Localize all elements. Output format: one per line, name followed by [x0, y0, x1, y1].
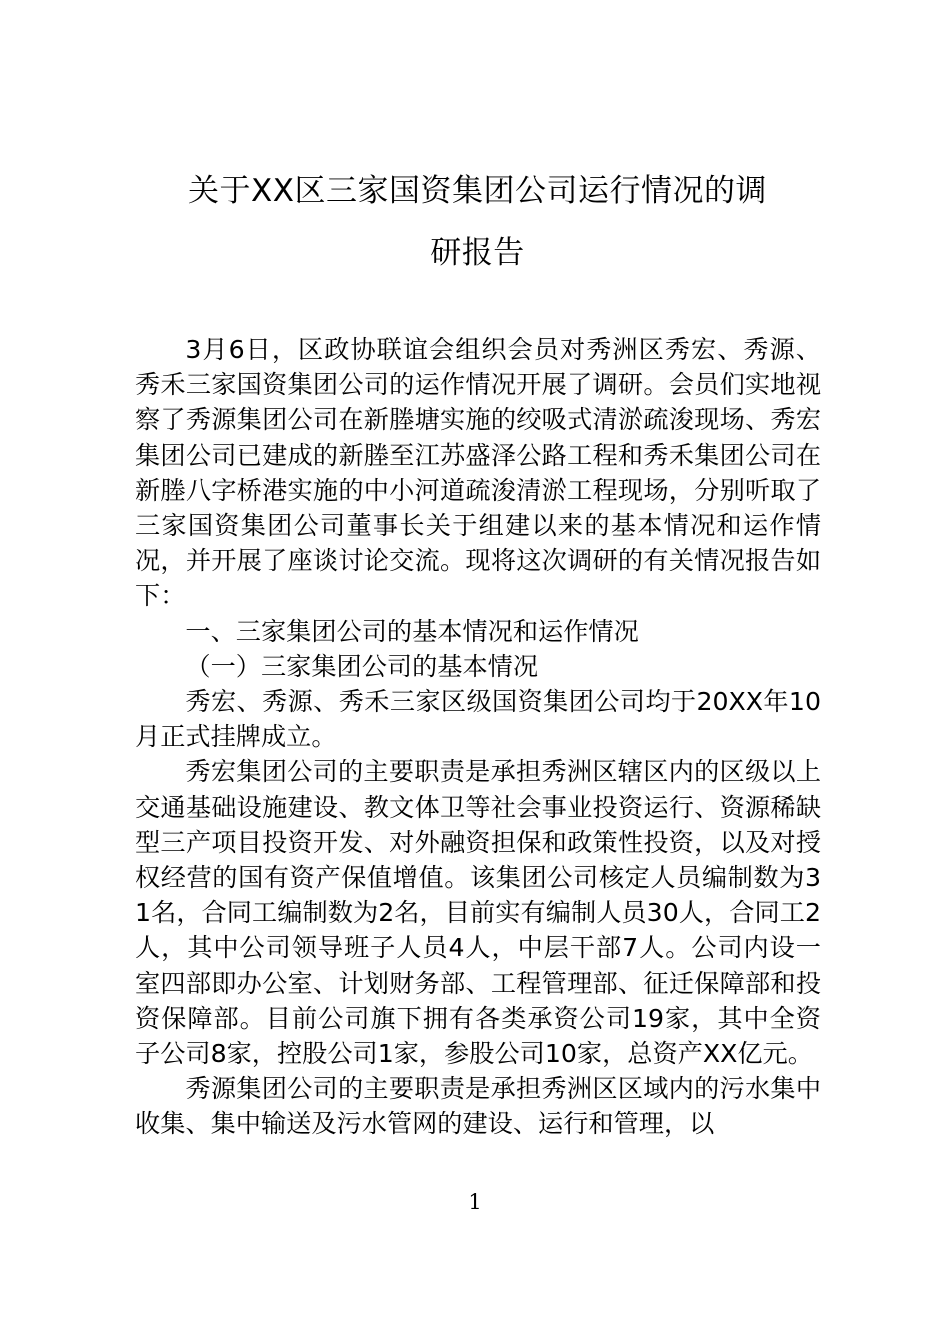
- heading-section-one: 一、三家集团公司的基本情况和运作情况: [185, 616, 639, 646]
- page-title: [135, 160, 820, 284]
- title-line-1: 关于XX区三家国资集团公司运行情况的调: [188, 173, 767, 209]
- paragraph-xiuyuan-group: 秀源集团公司的主要职责是承担秀洲区区域内的污水集中收集、集中输送及污水管网的建设、运行和管理，以: [135, 1074, 821, 1139]
- page-number: 1: [468, 1190, 482, 1214]
- document-body: [135, 332, 821, 1142]
- paragraph-establishment: 秀宏、秀源、秀禾三家区级国资集团公司均于20XX年10月正式挂牌成立。: [135, 687, 821, 752]
- paragraph-xiuhong-group: 秀宏集团公司的主要职责是承担秀洲区辖区内的区级以上交通基础设施建设、教文体卫等社会事业投资运行、资源稀缺型三产项目投资开发、对外融资担保和政策性投资，以及对授权经营的国有资产保值增值。该集团公司核定人员编制数为31名，合同工编制数为2名，目前实有编制人员30人，合同工2人，其中公司领导班子人员4人，中层干部7人。公司内设一室四部即办公室、计划财务部、工程管理部、征迁保障部和投资保障部。目前公司旗下拥有各类承资公司19家，其中全资子公司8家，控股公司1家，参股公司10家，总资产XX亿元。: [135, 757, 821, 1069]
- title-line-2: 研报告: [430, 235, 525, 271]
- paragraph-intro: 3月6日，区政协联谊会组织会员对秀洲区秀宏、秀源、秀禾三家国资集团公司的运作情况开展了调研。会员们实地视察了秀源集团公司在新塍塘实施的绞吸式清淤疏浚现场、秀宏集团公司已建成的新塍至江苏盛泽公路工程和秀禾集团公司在新塍八字桥港实施的中小河道疏浚清淤工程现场，分别听取了三家国资集团公司董事长关于组建以来的基本情况和运作情况，并开展了座谈讨论交流。现将这次调研的有关情况报告如下：: [135, 335, 821, 611]
- heading-subsection-one: （一）三家集团公司的基本情况: [185, 651, 539, 681]
